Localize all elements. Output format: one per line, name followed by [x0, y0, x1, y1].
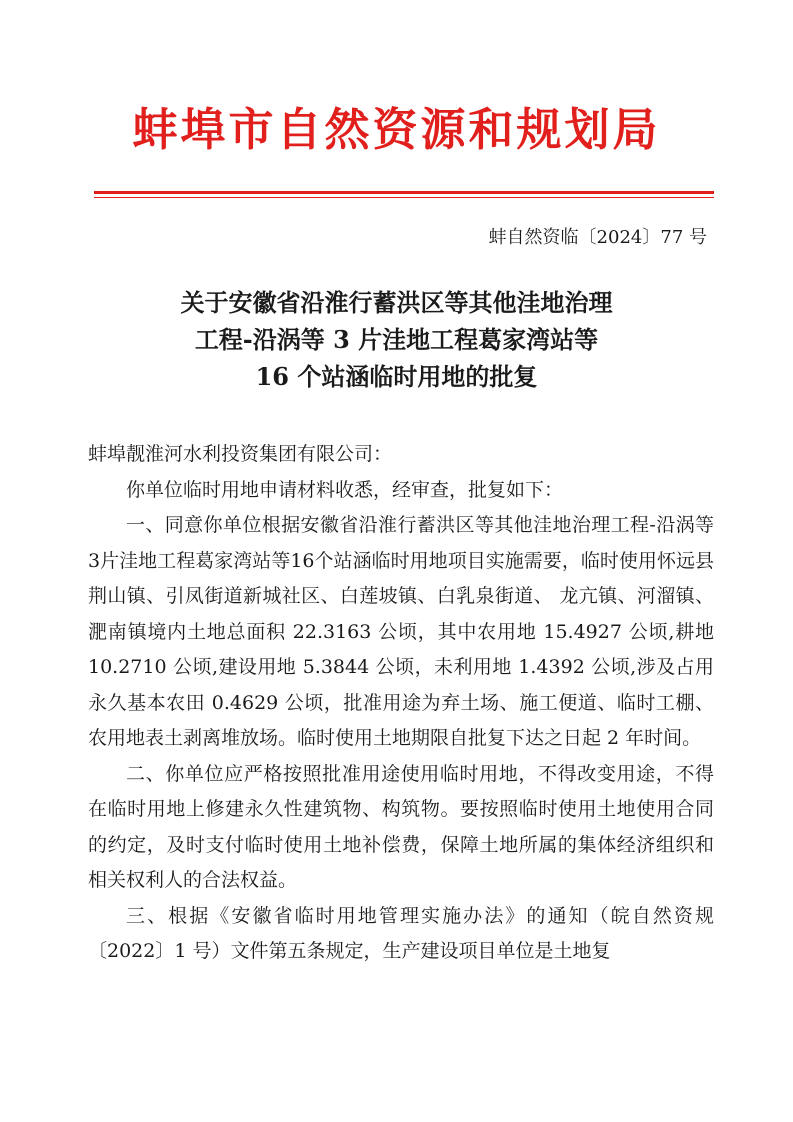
document-body — [88, 437, 714, 970]
paragraph-3: 三、根据《安徽省临时用地管理实施办法》的通知（皖自然资规〔2022〕1 号）文件第五条规定，生产建设项目单位是土地复 — [88, 904, 714, 962]
document-number: 蚌自然资临〔2024〕77 号 — [488, 227, 707, 248]
salutation: 蚌埠靓淮河水利投资集团有限公司： — [88, 443, 393, 465]
paragraph-1: 一、同意你单位根据安徽省沿淮行蓄洪区等其他洼地治理工程-沿涡等3片洼地工程葛家湾站等16个站涵临时用地项目实施需要，临时使用怀远县荆山镇、引凤街道新城社区、白莲坡镇、白乳泉街道、 龙亢镇、河溜镇、淝南镇境内土地总面积 22.3163 公顷，其中农用地 15.4927 公顷,耕地 10.2710 公顷,建设用地 5.3844 公顷，未利用地 1.4392 公顷,涉及占用永久基本农田 0.4629 公顷，批准用途为弃土场、施工便道、临时工棚、农用地表土剥离堆放场。临时使用土地期限自批复下达之日起 2 年时间。 — [88, 514, 714, 749]
issuing-authority-title: 蚌埠市自然资源和规划局 — [132, 103, 661, 156]
red-header-rule-thin — [94, 197, 714, 198]
paragraph-2: 二、你单位应严格按照批准用途使用临时用地，不得改变用途，不得在临时用地上修建永久性建筑物、构筑物。要按照临时使用土地使用合同的约定，及时支付临时使用土地补偿费，保障土地所属的集体经济组织和相关权利人的合法权益。 — [88, 762, 714, 891]
document-title-line-2: 工程-沿涡等 3 片洼地工程葛家湾站等 — [194, 325, 599, 354]
document-title — [0, 284, 793, 395]
document-title-line-3: 16 个站涵临时用地的批复 — [255, 362, 538, 391]
document-title-line-1: 关于安徽省沿淮行蓄洪区等其他洼地治理 — [180, 288, 613, 317]
red-header-rule — [94, 191, 714, 194]
intro-paragraph: 你单位临时用地申请材料收悉，经审查，批复如下： — [126, 478, 564, 501]
